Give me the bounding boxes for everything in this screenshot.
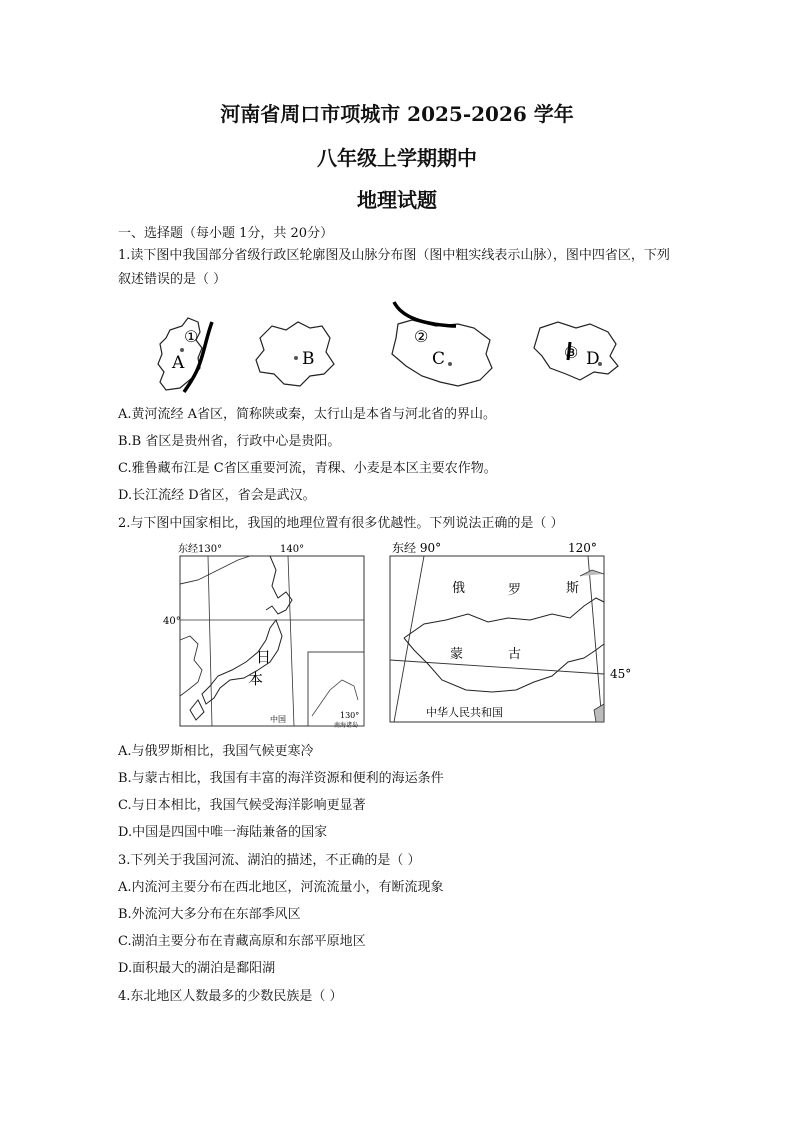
q3-option-d: D.面积最大的湖泊是鄱阳湖 [118, 961, 276, 976]
mongolia-lat: 45° [610, 667, 632, 681]
q1-option-a: A.黄河流经 A省区，简称陕或秦，太行山是本省与河北省的界山。 [118, 407, 497, 422]
mongolia-label-si: 斯 [566, 581, 580, 596]
q3-option-a: A.内流河主要分布在西北地区，河流流量小，有断流现象 [118, 880, 444, 895]
q1-option-c: C.雅鲁藏布江是 C省区重要河流，青稞、小麦是本区主要农作物。 [118, 461, 497, 476]
japan-lon-2: 140° [280, 544, 305, 555]
mongolia-label-luo: 罗 [508, 583, 522, 598]
section-heading: 一、选择题（每小题 1分，共 20分） [118, 226, 334, 241]
q3-option-b: B.外流河大多分布在东部季风区 [118, 907, 301, 922]
q1-label-3: ③ [564, 343, 579, 362]
q1-option-d: D.长江流经 D省区，省会是武汉。 [118, 488, 316, 503]
q2-japan-map [158, 540, 368, 730]
province-c-outline [392, 302, 492, 386]
q1-label-c: C [432, 349, 446, 369]
japan-inset-lon: 130° [340, 711, 360, 720]
title-line-1: 河南省周口市项城市 2025-2026 学年 [220, 102, 574, 126]
q3-option-c: C.湖泊主要分布在青藏高原和东部平原地区 [118, 934, 366, 949]
mongolia-lon-2: 120° [568, 541, 597, 555]
q3-stem: 3.下列关于我国河流、湖泊的描述，不正确的是（ ） [118, 853, 421, 868]
q1-label-2: ② [414, 327, 429, 346]
q2-option-c: C.与日本相比，我国气候受海洋影响更显著 [118, 798, 366, 813]
mongolia-label-gu: 古 [508, 647, 522, 662]
japan-inset-note: 南海诸岛 [334, 722, 359, 729]
japan-lat: 40° [163, 616, 181, 627]
q2-option-b: B.与蒙古相比，我国有丰富的海洋资源和便利的海运条件 [118, 771, 444, 786]
province-b-outline [256, 322, 334, 386]
mongolia-label-e: 俄 [452, 581, 466, 596]
q1-label-1: ① [184, 327, 199, 346]
q1-label-d: D [586, 349, 600, 369]
q1-option-b: B.B 省区是贵州省，行政中心是贵阳。 [118, 434, 341, 449]
q2-mongolia-map [384, 540, 644, 725]
japan-label-ri: 日 [256, 648, 272, 666]
q1-label-a: A [172, 353, 185, 373]
mongolia-label-meng: 蒙 [450, 647, 464, 662]
q2-stem: 2.与下图中国家相比，我国的地理位置有很多优越性。下列说法正确的是（ ） [118, 516, 564, 531]
mongolia-lon-1: 东经 90° [392, 541, 442, 555]
japan-inset-label: 中国 [270, 715, 286, 724]
title-line-3: 地理试题 [357, 188, 437, 212]
q2-option-d: D.中国是四国中唯一海陆兼备的国家 [118, 825, 328, 840]
japan-lon-1: 东经130° [178, 544, 223, 555]
japan-label-ben: 本 [248, 670, 264, 688]
q1-label-b: B [302, 349, 315, 369]
q1-stem: 1.读下图中我国部分省级行政区轮廓图及山脉分布图（图中粗实线表示山脉），图中四省区，下列叙述错误的是（ ） [118, 248, 670, 287]
title-line-2: 八年级上学期期中 [317, 146, 477, 170]
q4-stem: 4.东北地区人数最多的少数民族是（ ） [118, 989, 343, 1004]
q1-province-maps [140, 298, 660, 398]
q2-option-a: A.与俄罗斯相比，我国气候更寒冷 [118, 744, 314, 759]
mongolia-label-prc: 中华人民共和国 [426, 706, 503, 719]
